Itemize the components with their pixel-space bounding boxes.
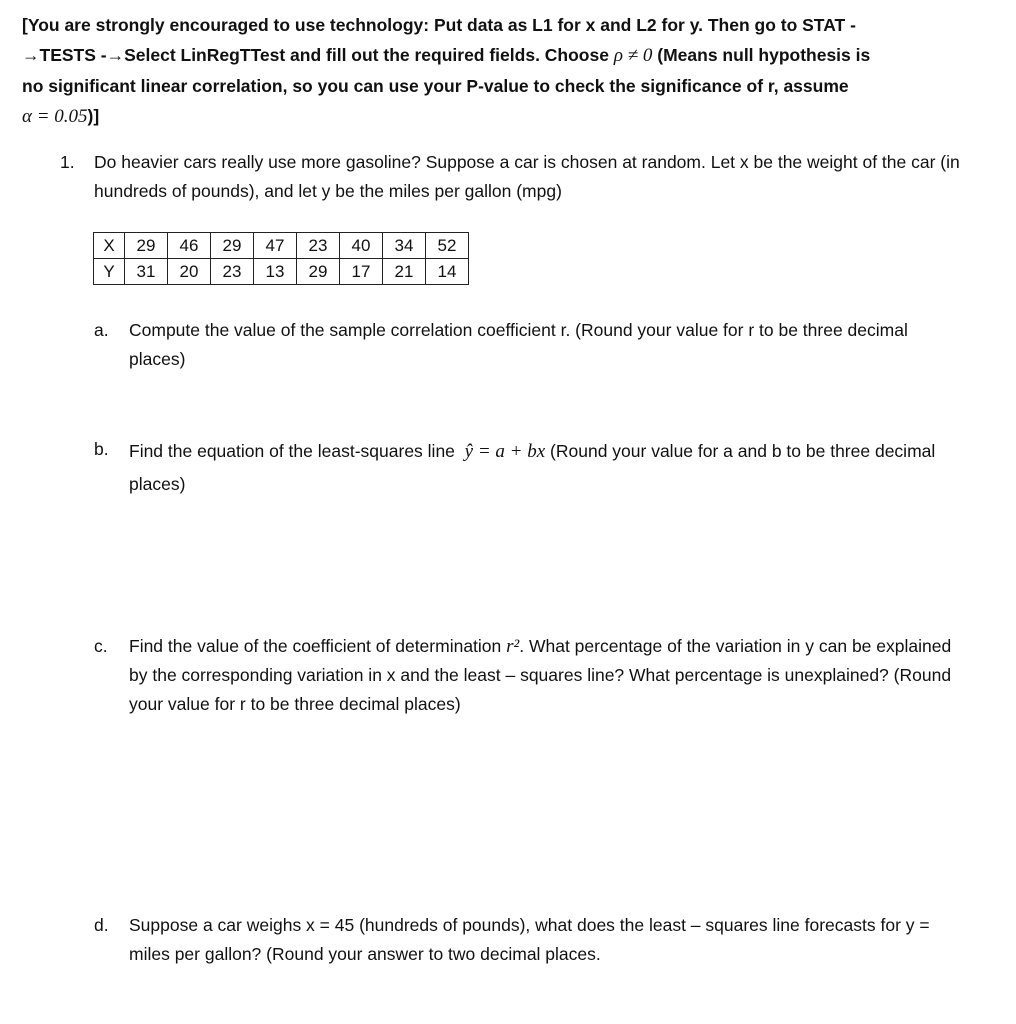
part-c-letter: c. xyxy=(94,636,108,656)
table-cell: 21 xyxy=(383,259,426,285)
table-cell: 23 xyxy=(211,259,254,285)
part-b-text-after: (Round your value for a and b to be three decimal places) xyxy=(129,441,936,494)
question-1 xyxy=(60,148,960,206)
table-cell: 29 xyxy=(125,233,168,259)
table-cell: 46 xyxy=(168,233,211,259)
table-cell: 29 xyxy=(297,259,340,285)
instructions-line1: [You are strongly encouraged to use technology: Put data as L1 for x and L2 for y. Then go to STAT - xyxy=(22,15,856,35)
instructions xyxy=(22,10,997,132)
r-squared: r² xyxy=(506,636,520,657)
table-cell: 13 xyxy=(254,259,297,285)
alpha-expression: α = 0.05 xyxy=(22,106,88,127)
table-cell: 17 xyxy=(340,259,383,285)
table-cell: 23 xyxy=(297,233,340,259)
part-c-body xyxy=(129,632,964,719)
table-row-x xyxy=(94,233,469,259)
table-cell: 31 xyxy=(125,259,168,285)
instructions-line3: no significant linear correlation, so you can use your P-value to check the significance of r, assume xyxy=(22,76,849,96)
part-c-text-before: Find the value of the coefficient of determination xyxy=(129,636,502,656)
question-number: 1. xyxy=(60,152,75,172)
part-d-text: Suppose a car weighs x = 45 (hundreds of pounds), what does the least – squares line forecasts for y = miles per gallon? (Round your answer to two decimal places. xyxy=(129,915,930,964)
part-a xyxy=(94,316,964,374)
part-b xyxy=(94,435,964,500)
part-d-letter: d. xyxy=(94,915,109,935)
part-a-text: Compute the value of the sample correlation coefficient r. (Round your value for r to be three decimal places) xyxy=(129,320,908,369)
table-cell: 14 xyxy=(426,259,469,285)
instructions-line2: →TESTS -→Select LinRegTTest and fill out the required fields. Choose xyxy=(22,45,609,65)
table-cell: 40 xyxy=(340,233,383,259)
table-header-x: X xyxy=(94,233,125,259)
table-cell: 20 xyxy=(168,259,211,285)
part-b-body xyxy=(129,435,964,500)
part-a-letter: a. xyxy=(94,320,109,340)
rho-expression: ρ ≠ 0 xyxy=(613,45,653,66)
part-b-text-before: Find the equation of the least-squares line xyxy=(129,441,455,461)
table-cell: 29 xyxy=(211,233,254,259)
data-table xyxy=(93,232,469,285)
table-header-y: Y xyxy=(94,259,125,285)
instructions-close: )] xyxy=(87,106,100,126)
least-squares-equation: ŷ = a + bx xyxy=(464,441,546,462)
part-b-letter: b. xyxy=(94,439,109,459)
table-cell: 52 xyxy=(426,233,469,259)
table-cell: 34 xyxy=(383,233,426,259)
part-c xyxy=(94,632,964,719)
part-c-text-after: . What percentage of the variation in y can be explained by the corresponding variation in x and the least – squares line? What percentage is unexplained? (Round your value for r to be three decimal places) xyxy=(129,636,952,714)
instructions-line2-end: (Means null hypothesis is xyxy=(657,45,871,65)
table-cell: 47 xyxy=(254,233,297,259)
part-d xyxy=(94,911,964,969)
question-text: Do heavier cars really use more gasoline? Suppose a car is chosen at random. Let x be the weight of the car (in hundreds of pounds), and let y be the miles per gallon (mpg) xyxy=(94,152,960,201)
table-row-y xyxy=(94,259,469,285)
